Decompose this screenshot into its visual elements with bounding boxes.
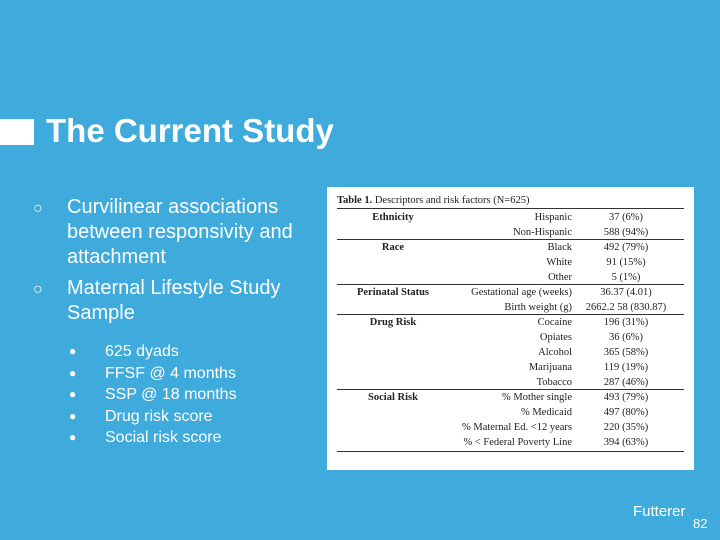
- table-category-cell: Ethnicity: [372, 212, 414, 223]
- table-item-cell: % Mother single: [502, 392, 572, 403]
- table-value-cell: 5 (1%): [611, 272, 641, 283]
- table-caption: [337, 195, 529, 206]
- table-category-cell: Perinatal Status: [356, 287, 430, 298]
- table-row: [337, 315, 684, 330]
- bullet-item: [33, 195, 323, 270]
- table-row: [337, 330, 684, 345]
- table-item-cell: Non-Hispanic: [513, 227, 572, 238]
- table-row: [337, 405, 684, 420]
- table-item-cell: Tobacco: [536, 377, 572, 388]
- sub-bullet-item: [69, 384, 323, 406]
- sub-bullet-text: Social risk score: [105, 429, 222, 446]
- table-row: [337, 240, 684, 255]
- filled-dot-bullet-icon: ●: [69, 430, 77, 444]
- slide-title: The Current Study: [46, 112, 334, 149]
- table-rule: [337, 208, 684, 209]
- title-accent-bar: [0, 119, 34, 145]
- table-item-cell: Birth weight (g): [504, 302, 572, 313]
- table-item-cell: % Maternal Ed. <12 years: [461, 422, 572, 433]
- table-item-cell: Black: [547, 242, 572, 253]
- sub-bullet-item: [69, 363, 323, 385]
- hollow-circle-bullet-icon: ○: [33, 200, 43, 217]
- table-row: [337, 285, 684, 300]
- sub-bullet-item: [69, 341, 323, 363]
- filled-dot-bullet-icon: ●: [69, 387, 77, 401]
- presenter-name: Futterer: [633, 503, 686, 520]
- filled-dot-bullet-icon: ●: [69, 344, 77, 358]
- table-value-cell: 497 (80%): [603, 407, 649, 418]
- table-row: [337, 225, 684, 240]
- table-value-cell: 493 (79%): [603, 392, 649, 403]
- table-rule: [337, 451, 684, 452]
- table-row: [337, 210, 684, 225]
- table-rule: [337, 239, 684, 240]
- page-number: 82: [693, 516, 708, 531]
- bullet-text: Maternal Lifestyle Study Sample: [67, 277, 281, 324]
- sub-bullet-item: [69, 427, 323, 449]
- table-category-cell: Social Risk: [368, 392, 418, 403]
- table-category-cell: Drug Risk: [369, 317, 417, 328]
- table-value-cell: 287 (46%): [603, 377, 649, 388]
- table-item-cell: % Medicaid: [520, 407, 572, 418]
- sub-bullet-text: SSP @ 18 months: [105, 386, 237, 403]
- table-row: [337, 435, 684, 450]
- table-item-cell: Other: [548, 272, 572, 283]
- table-value-cell: 2662.2 58 (830.87): [585, 302, 667, 313]
- table-rule: [337, 389, 684, 390]
- table-rule: [337, 284, 684, 285]
- filled-dot-bullet-icon: ●: [69, 408, 77, 423]
- table-row: [337, 255, 684, 270]
- table-value-cell: 492 (79%): [603, 242, 649, 253]
- table-value-cell: 365 (58%): [603, 347, 649, 358]
- table-item-cell: Opiates: [539, 332, 572, 343]
- sub-bullet-text: FFSF @ 4 months: [105, 364, 236, 382]
- sub-bullet-text: 625 dyads: [105, 343, 179, 360]
- table-item-cell: Marijuana: [528, 362, 572, 373]
- filled-dot-bullet-icon: ●: [69, 365, 77, 380]
- table-row: [337, 300, 684, 315]
- table-item-cell: % < Federal Poverty Line: [463, 437, 572, 448]
- table-item-cell: Gestational age (weeks): [471, 287, 572, 298]
- table-rule: [337, 314, 684, 315]
- table-caption-text: Descriptors and risk factors (N=625): [372, 195, 530, 206]
- table-row: [337, 390, 684, 405]
- table-value-cell: 220 (35%): [603, 422, 649, 433]
- table-category-cell: Race: [381, 242, 405, 253]
- table-row: [337, 345, 684, 360]
- bullet-list: [33, 195, 323, 455]
- hollow-circle-bullet-icon: ○: [33, 281, 43, 298]
- table-item-cell: White: [546, 257, 572, 268]
- sub-bullet-list: [67, 341, 323, 449]
- sub-bullet-text: Drug risk score: [105, 407, 213, 425]
- table-item-cell: Alcohol: [538, 347, 572, 358]
- table-item-cell: Cocaine: [537, 317, 572, 328]
- table-value-cell: 588 (94%): [603, 227, 649, 238]
- table-value-cell: 37 (6%): [608, 212, 644, 223]
- table-value-cell: 91 (15%): [606, 257, 646, 268]
- table-caption-label: Table 1.: [337, 195, 373, 206]
- table-row: [337, 420, 684, 435]
- table-value-cell: 36.37 (4.01): [600, 287, 652, 298]
- bullet-item: [33, 276, 323, 449]
- table-row: [337, 360, 684, 375]
- table-row: [337, 375, 684, 390]
- table-value-cell: 119 (19%): [603, 362, 649, 373]
- table-value-cell: 36 (6%): [608, 332, 644, 343]
- descriptors-table-image: [327, 187, 694, 470]
- table-item-cell: Hispanic: [534, 212, 572, 223]
- sub-bullet-item: [69, 406, 323, 428]
- table-row: [337, 270, 684, 285]
- bullet-text: Curvilinear associations between responsivity and attachment: [67, 196, 293, 268]
- table-value-cell: 196 (31%): [603, 317, 649, 328]
- table-value-cell: 394 (63%): [603, 437, 649, 448]
